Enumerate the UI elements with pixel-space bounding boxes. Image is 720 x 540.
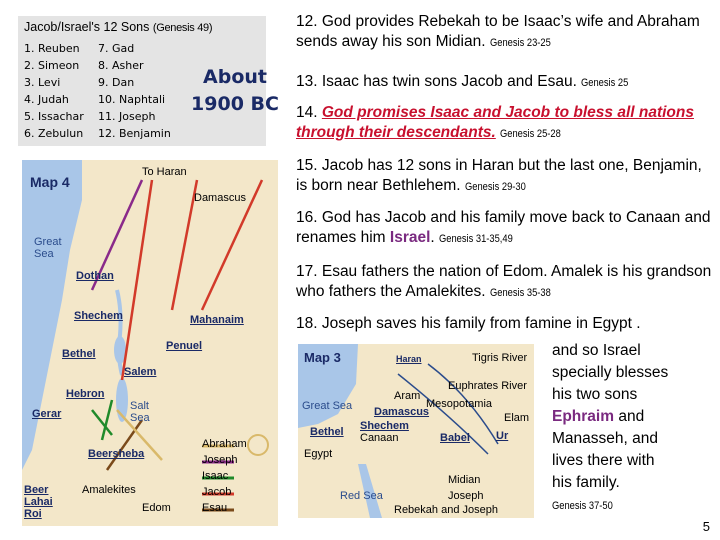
son-item: 9. Dan (98, 76, 135, 89)
map-4-label: Shechem (74, 310, 123, 322)
sons-title (24, 20, 212, 34)
item-15-ref: Genesis 29-30 (464, 181, 526, 193)
item-14-ref: Genesis 25-28 (500, 128, 561, 140)
item-18-line5: Manasseh, and (552, 430, 658, 447)
map-3-label: Joseph (448, 490, 484, 502)
map-3-label: Great Sea (302, 400, 353, 412)
map-3-label: Canaan (360, 432, 399, 444)
item-18-line7: his family. (552, 474, 620, 491)
son-item: 8. Asher (98, 59, 144, 72)
sons-title-ref: (Genesis 49) (152, 22, 213, 34)
son-item: 12. Benjamin (98, 127, 171, 140)
about-line1: About (203, 66, 267, 88)
map-3-label: Aram (394, 390, 421, 402)
son-item: 11. Joseph (98, 110, 156, 123)
map-4-label: Dothan (76, 270, 114, 282)
legend-esau: Esau (202, 502, 228, 514)
map-4-label: Beer Lahai Roi (24, 484, 53, 520)
map-4-label: Edom (142, 502, 171, 514)
map-3-label: Rebekah and Joseph (394, 504, 498, 516)
item-18-line3: his two sons (552, 386, 638, 403)
map-4-label: Penuel (166, 340, 203, 352)
item-18-highlight: Ephraim (552, 408, 615, 425)
item-12-ref: Genesis 23-25 (489, 37, 551, 49)
item-16-text: 16. God has Jacob and his family move back to Canaan and renames him (296, 209, 711, 246)
map-3-label: Euphrates River (448, 380, 527, 392)
legend-abraham: Abraham (202, 438, 247, 450)
map-4-label: Mahanaim (190, 314, 244, 326)
son-item: 10. Naphtali (98, 93, 166, 106)
map-4-label: To Haran (142, 166, 187, 178)
map-3-title: Map 3 (304, 350, 341, 365)
map-4 (22, 160, 278, 526)
map-4-label: Great Sea (34, 236, 62, 260)
map-3-label: Haran (396, 354, 422, 364)
map-3-label: Babel (440, 432, 470, 444)
map-4-label: Salem (124, 366, 157, 378)
map-3-label: Shechem (360, 420, 409, 432)
map-3-label: Egypt (304, 448, 333, 460)
item-15 (296, 156, 716, 197)
item-14 (296, 103, 716, 144)
item-15-text: 15. Jacob has 12 sons in Haran but the last one, Benjamin, is born near Bethlehem. (296, 157, 702, 194)
item-18-line2: specially blesses (552, 364, 669, 381)
map-4-label: Damascus (194, 192, 246, 204)
item-18-ref: Genesis 37-50 (552, 500, 613, 512)
map-4-label: Hebron (66, 388, 105, 400)
son-item: 1. Reuben (24, 42, 80, 55)
item-18-side (552, 340, 712, 517)
abraham-circle-icon (248, 435, 268, 455)
map-3-label: Bethel (310, 426, 344, 438)
item-17-text: 17. Esau fathers the nation of Edom. Amalek is his grandson who fathers the Amalekites. (296, 263, 712, 300)
legend-isaac: Isaac (202, 470, 229, 482)
item-12 (296, 12, 716, 53)
map-4-label: Beersheba (88, 448, 145, 460)
map-3-label: Tigris River (472, 352, 528, 364)
item-12-text: 12. God provides Rebekah to be Isaac’s wife and Abraham sends away his son Midian. (296, 13, 700, 50)
son-item: 7. Gad (98, 42, 135, 55)
legend-joseph: Joseph (202, 454, 238, 466)
son-item: 4. Judah (24, 93, 69, 106)
about-date (188, 64, 282, 118)
map-4-label: Amalekites (82, 484, 136, 496)
item-14-prefix: 14. (296, 104, 322, 121)
item-16 (296, 208, 716, 249)
map-3-label: Elam (504, 412, 530, 424)
item-13-ref: Genesis 25 (581, 77, 629, 89)
map-4-title: Map 4 (30, 174, 70, 190)
item-16-ref: Genesis 31-35,49 (439, 233, 513, 245)
item-18 (296, 314, 716, 334)
map-4-label: Salt Sea (130, 400, 150, 424)
item-18-line6: lives there with (552, 452, 655, 469)
item-14-text: God promises Isaac and Jacob to bless all nations through their descendants. (296, 104, 694, 141)
son-item: 5. Issachar (24, 110, 84, 123)
about-line2: 1900 BC (191, 93, 279, 115)
item-17-ref: Genesis 35-38 (489, 287, 551, 299)
map-3-label: Ur (496, 430, 509, 442)
map-3 (298, 344, 534, 518)
item-13-text: 13. Isaac has twin sons Jacob and Esau. (296, 73, 577, 90)
son-item: 3. Levi (24, 76, 61, 89)
item-16-highlight: Israel (389, 229, 431, 246)
legend-jacob: Jacob (202, 486, 232, 498)
map-4-label: Gerar (32, 408, 62, 420)
page-number: 5 (702, 519, 710, 534)
item-17 (296, 262, 716, 303)
item-13 (296, 72, 716, 93)
item-18-line4 (552, 406, 712, 428)
map-3-label: Red Sea (340, 490, 383, 502)
item-18-line1: and so Israel (552, 342, 641, 359)
item-16-text-after: . (430, 229, 435, 246)
map-4-label: Bethel (62, 348, 96, 360)
son-item: 2. Simeon (24, 59, 80, 72)
map-3-label: Damascus (374, 406, 430, 418)
item-18-after-highlight: and (614, 408, 645, 425)
item-18-text: 18. Joseph saves his family from famine in Egypt . (296, 315, 641, 332)
map-3-label: Mesopotamia (426, 398, 493, 410)
map-3-label: Midian (448, 474, 481, 486)
son-item: 6. Zebulun (24, 127, 84, 140)
sons-title-text: Jacob/Israel's 12 Sons (24, 20, 150, 34)
map-4-terrain (22, 160, 278, 526)
